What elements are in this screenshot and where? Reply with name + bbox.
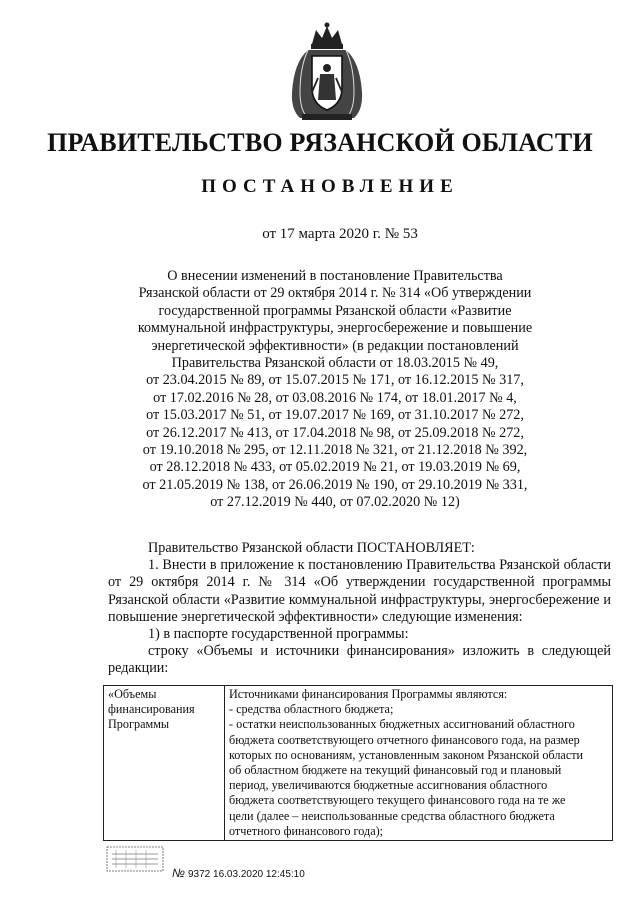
row-instruction-paragraph: строку «Объемы и источники финансирования» изложить в следующей редакции:	[108, 643, 611, 677]
body-text	[108, 540, 611, 678]
cell-line: период, увеличиваются бюджетные ассигнования областного	[229, 778, 548, 793]
table-row	[104, 686, 613, 841]
resolves-paragraph: Правительство Рязанской области ПОСТАНОВЛЯЕТ:	[148, 540, 475, 556]
item-1-1-paragraph: 1) в паспорте государственной программы:	[148, 626, 409, 643]
registration-info	[172, 866, 305, 880]
subject-line: от 23.04.2015 № 89, от 15.07.2015 № 171, от 16.12.2015 № 317,	[146, 372, 524, 389]
subject-line: О внесении изменений в постановление Правительства	[167, 268, 503, 284]
subject-line: от 28.12.2018 № 433, от 05.02.2019 № 21, от 19.03.2019 № 69,	[149, 459, 521, 476]
coat-of-arms-icon	[288, 22, 366, 122]
subject-line: Правительства Рязанской области от 18.03.2015 № 49,	[171, 355, 499, 372]
cell-line: - остатки неиспользованных бюджетных ассигнований областного	[229, 717, 575, 732]
cell-line: бюджета соответствующего отчетного финансового года, на размер	[229, 732, 580, 747]
cell-line: финансирования	[108, 702, 195, 717]
subject-line: энергетической эффективности» (в редакции постановлений	[151, 337, 519, 354]
subject-line: от 15.03.2017 № 51, от 19.07.2017 № 169, от 31.10.2017 № 272,	[146, 407, 524, 424]
cell-line: об областном бюджете на текущий финансовый год и плановый	[229, 763, 562, 778]
cell-line: Программы	[108, 717, 170, 732]
subject-line: от 21.05.2019 № 138, от 26.06.2019 № 190, от 29.10.2019 № 331,	[142, 476, 528, 493]
subject-line: от 27.12.2019 № 440, от 07.02.2020 № 12)	[210, 494, 460, 511]
cell-line: «Объемы	[108, 687, 157, 701]
government-title: ПРАВИТЕЛЬСТВО РЯЗАНСКОЙ ОБЛАСТИ	[47, 128, 593, 157]
item-1-paragraph: 1. Внести в приложение к постановлению Правительства Рязанской области от 29 октября 2014 г. № 314 «Об утверждении государственной программы Рязанской области «Развитие коммунальной инфраструктуры, энергосбережение и повышение энергетической эффективности» следующие изменения:	[108, 557, 611, 625]
registration-number: 9372 16.03.2020 12:45:10	[188, 869, 305, 880]
document-type: ПОСТАНОВЛЕНИЕ	[201, 176, 459, 197]
subject-line: коммунальной инфраструктуры, энергосбережение и повышение	[137, 320, 533, 337]
number-sign: №	[172, 866, 185, 880]
subject-line: Рязанской области от 29 октября 2014 г. № 314 «Об утверждении	[138, 285, 532, 302]
cell-line: Источниками финансирования Программы являются:	[229, 687, 508, 701]
subject-line: государственной программы Рязанской области «Развитие	[158, 302, 512, 319]
registration-stamp-icon	[106, 846, 164, 872]
subject-line: от 19.10.2018 № 295, от 12.11.2018 № 321, от 21.12.2018 № 392,	[142, 442, 528, 459]
date-number: от 17 марта 2020 г. № 53	[262, 226, 418, 242]
cell-line: бюджета соответствующего текущего финансового года на те же	[229, 793, 566, 808]
cell-line: цели (далее – неиспользованные средства областного бюджета	[229, 808, 555, 823]
table-cell-label	[104, 686, 225, 841]
cell-line: которых по основаниям, установленным законом Рязанской области	[229, 747, 584, 762]
table-cell-content	[225, 686, 613, 841]
cell-line: отчетного финансового года);	[229, 823, 384, 838]
subject-line: от 26.12.2017 № 413, от 17.04.2018 № 98, от 25.09.2018 № 272,	[146, 424, 524, 441]
subject-block	[130, 268, 540, 512]
subject-line: от 17.02.2016 № 28, от 03.08.2016 № 174, от 18.01.2017 № 4,	[153, 389, 517, 406]
funding-table	[103, 685, 613, 841]
cell-line: - средства областного бюджета;	[229, 702, 394, 717]
